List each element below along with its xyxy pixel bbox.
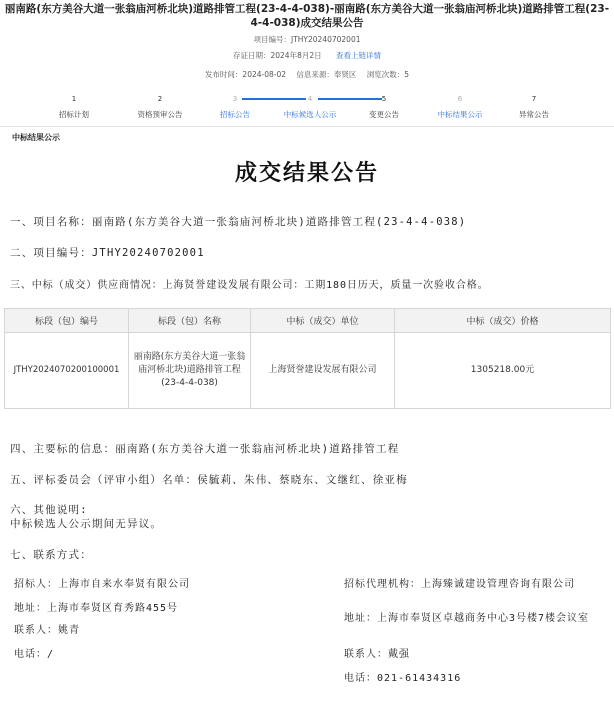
step-6[interactable]: 6 中标结果公示: [437, 95, 483, 119]
chain-details-link[interactable]: 查看上链详情: [336, 51, 382, 60]
tenderer-name: 招标人：上海市自来水奉贤有限公司: [14, 579, 190, 590]
agent-contact: [344, 578, 610, 686]
col-winner: 中标（成交）单位: [251, 309, 395, 333]
cell-winner: 上海贤誉建设发展有限公司: [251, 333, 395, 409]
document-title: 成交结果公告: [234, 161, 379, 186]
page-title: 丽南路(东方美谷大道一张翁庙河桥北块)道路排管工程(23-4-4-038)-丽南路(东方美谷大道一张翁庙河桥北块)道路排管工程(23-4-4-038)成交结果公告: [4, 3, 610, 29]
agent-phone: 电话：021-61434316: [344, 673, 462, 684]
section-divider: [0, 126, 614, 127]
result-table: [4, 308, 611, 409]
col-price: 中标（成交）价格: [395, 309, 611, 333]
item-contact-heading: 七、联系方式：: [10, 549, 92, 561]
publish-meta: [0, 69, 614, 80]
item-supplier: 三、中标（成交）供应商情况：上海贤誉建设发展有限公司：工期180日历天，质量一次验收合格。: [10, 280, 489, 291]
deposit-date: 存证日期：2024年8月2日: [232, 51, 322, 60]
agent-address: 地址：上海市奉贤区卓越商务中心3号楼7楼会议室: [344, 613, 590, 624]
project-number: 项目编号：JTHY20240702001: [253, 35, 361, 44]
item-main-subject: 四、主要标的信息：丽南路(东方美谷大道一张翁庙河桥北块)道路排管工程: [10, 443, 400, 455]
agent-contact-person: 联系人：戴强: [344, 649, 410, 660]
step-5[interactable]: 5 变更公告: [369, 95, 399, 119]
item-committee: 五、评标委员会（评审小组）名单：侯毓莉、朱伟、蔡晓东、文继红、徐亚梅: [10, 474, 408, 486]
table-row: [5, 333, 611, 409]
col-lot-code: 标段（包）编号: [5, 309, 129, 333]
table-header-row: [5, 309, 611, 333]
step-4[interactable]: 4 中标候选人公示: [283, 95, 337, 119]
view-count: 浏览次数：5: [366, 70, 410, 79]
tenderer-phone: 电话：/: [14, 649, 55, 660]
step-1[interactable]: 1 招标计划: [59, 95, 89, 119]
step-7[interactable]: 7 异常公告: [519, 95, 549, 119]
col-lot-name: 标段（包）名称: [129, 309, 251, 333]
process-steps: [0, 94, 614, 124]
item-project-name: 一、项目名称：丽南路(东方美谷大道一张翁庙河桥北块)道路排管工程(23-4-4-038): [10, 216, 467, 228]
publish-time: 发布时间：2024-08-02: [204, 70, 287, 79]
step-3[interactable]: 3 招标公告: [220, 95, 250, 119]
info-source: 信息来源：奉贤区: [296, 70, 357, 79]
deposit-line: [0, 50, 614, 61]
item-other-notes-heading: 六、其他说明:: [10, 504, 88, 516]
section-tag: 中标结果公示: [12, 133, 60, 142]
cell-lot-name: 丽南路(东方美谷大道一张翁庙河桥北块)道路排管工程(23-4-4-038): [129, 333, 251, 409]
cell-lot-code: JTHY2024070200100001: [5, 333, 129, 409]
tenderer-contact-person: 联系人：姚青: [14, 625, 80, 636]
item-other-notes: 中标候选人公示期间无异议。: [10, 518, 163, 530]
item-project-number: 二、项目编号：JTHY20240702001: [10, 247, 205, 259]
cell-price: 1305218.00元: [395, 333, 611, 409]
tenderer-address: 地址：上海市奉贤区育秀路455号: [14, 603, 179, 614]
project-number-line: [0, 34, 614, 45]
tenderer-contact: [14, 578, 314, 662]
step-2[interactable]: 2 资格预审公告: [137, 95, 183, 119]
agent-name: 招标代理机构：上海臻诚建设管理咨询有限公司: [344, 579, 575, 590]
